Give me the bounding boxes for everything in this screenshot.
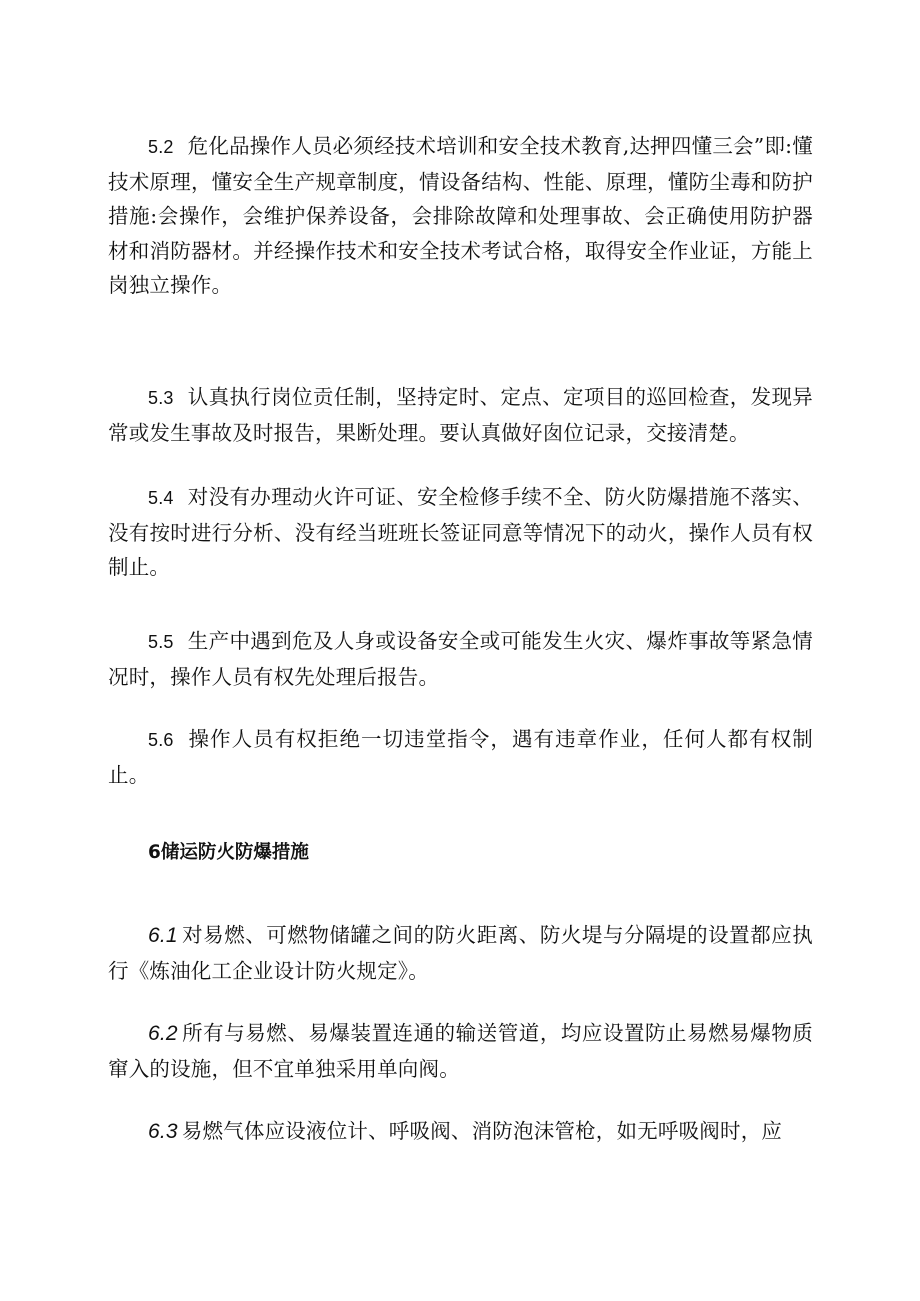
section-item-6-1	[108, 918, 813, 988]
paragraph-5-4	[108, 480, 813, 585]
paragraph-number: 5.6	[148, 730, 174, 750]
item-number: 6.3	[148, 1120, 178, 1143]
paragraph-number: 5.2	[148, 137, 174, 157]
paragraph-number: 5.5	[148, 632, 174, 652]
item-number: 6.1	[148, 924, 178, 947]
section-heading: 6储运防火防爆措施	[148, 842, 309, 863]
paragraph-text: 操作人员有权拒绝一切违堂指令，遇有违章作业，任何人都有权制止。	[108, 727, 813, 787]
item-text: 对易燃、可燃物储罐之间的防火距离、防火堤与分隔堤的设置都应执行《炼油化工企业设计防火规定》。	[108, 923, 813, 983]
paragraph-text: 认真执行岗位贡任制，坚持定时、定点、定项目的巡回检查，发现异常或发生事故及时报告，果断处理。要认真做好囱位记录，交接清楚。	[108, 385, 813, 445]
item-text: 所有与易燃、易爆装置连通的输送管道，均应设置防止易燃易爆物质窜入的设施，但不宜单独采用单向阀。	[108, 1021, 813, 1081]
item-text: 易燃气体应设液位计、呼吸阀、消防泡沫管枪，如无呼吸阀时，应	[181, 1119, 783, 1143]
paragraph-5-6	[108, 722, 813, 792]
section-item-6-3	[108, 1114, 813, 1150]
paragraph-5-3	[108, 380, 813, 450]
paragraph-5-2	[108, 129, 813, 303]
item-number: 6.2	[148, 1022, 178, 1045]
paragraph-text: 生产中遇到危及人身或设备安全或可能发生火灾、爆炸事故等紧急情况时，操作人员有权先处理后报告。	[108, 629, 813, 689]
section-item-6-2	[108, 1016, 813, 1086]
paragraph-number: 5.3	[148, 388, 174, 408]
paragraph-text: 危化品操作人员必须经技术培训和安全技术教育,达押四懂三会”即:懂技术原理，懂安全生产规章制度，情设备结构、性能、原理，懂防尘毒和防护措施:会操作，会维护保养设备，会排除故障和处理事故、会正确使用防护器材和消防器材。并经操作技术和安全技术考试合格，取得安全作业证，方能上岗独立操作。	[108, 134, 813, 297]
paragraph-5-5	[108, 624, 813, 694]
paragraph-text: 对没有办理动火许可证、安全检修手续不全、防火防爆措施不落实、没有按时进行分析、没有经当班班长签证同意等情况下的动火，操作人员有权制止。	[108, 485, 813, 579]
paragraph-number: 5.4	[148, 488, 174, 508]
